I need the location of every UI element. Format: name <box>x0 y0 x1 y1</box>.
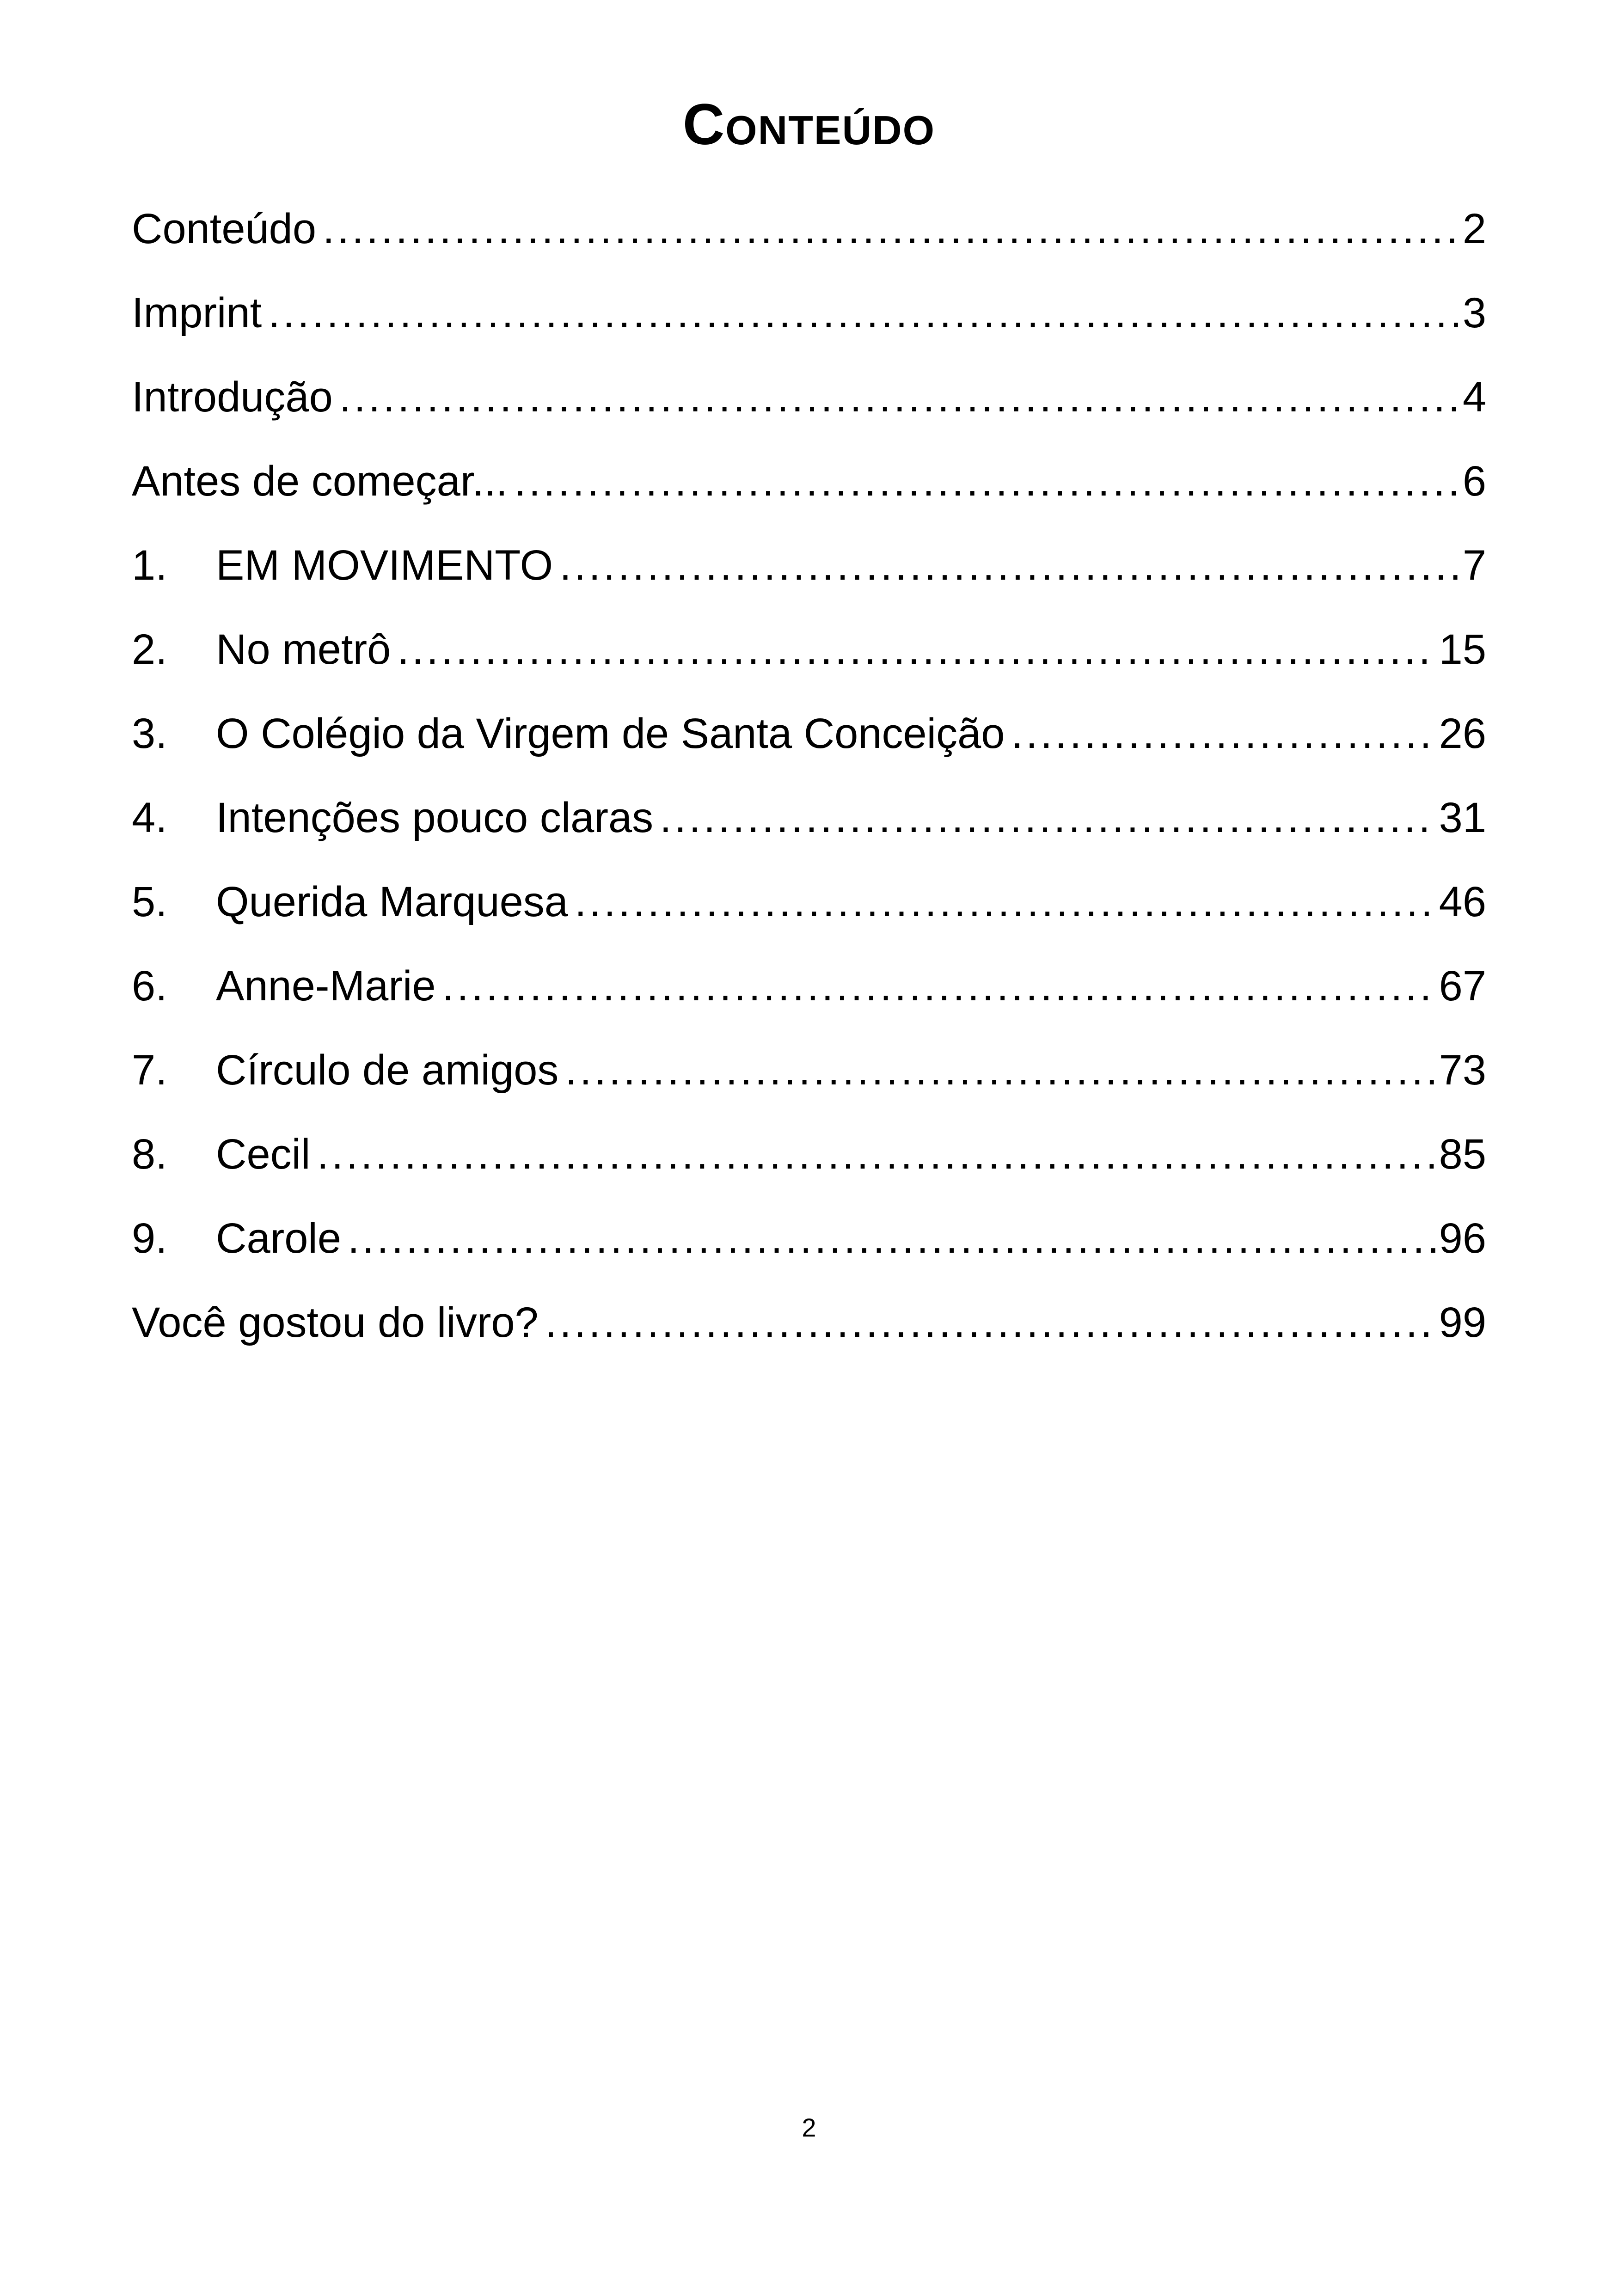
toc-entry-page: 96 <box>1439 1215 1486 1262</box>
toc-entry-number: 8. <box>132 1131 167 1178</box>
toc-entry-title: EM MOVIMENTO <box>216 542 553 589</box>
toc-entry-page: 2 <box>1462 205 1486 252</box>
toc-entry-page: 3 <box>1462 289 1486 337</box>
toc-entry-title: No metrô <box>216 626 391 673</box>
toc-dot-leader <box>545 1292 1437 1353</box>
toc-entry-title: Cecil <box>216 1131 311 1178</box>
toc-entry-number: 4. <box>132 794 167 841</box>
toc-entry-number: 3. <box>132 710 167 757</box>
toc-heading: Conteúdo <box>682 92 936 157</box>
toc-entry <box>132 619 1486 704</box>
toc-entry-number: 5. <box>132 878 167 925</box>
toc-dot-leader <box>397 619 1437 680</box>
toc-entry <box>132 1124 1486 1208</box>
toc-entry-number: 1. <box>132 542 167 589</box>
toc-entry-page: 6 <box>1462 458 1486 505</box>
toc-entry <box>132 199 1486 283</box>
toc-entry-title: Querida Marquesa <box>216 878 568 925</box>
toc-entry-title: Intenções pouco claras <box>216 794 654 841</box>
toc-entry-title: Você gostou do livro? <box>132 1299 539 1346</box>
toc-entry-title: Anne-Marie <box>216 962 436 1010</box>
toc-entry-page: 85 <box>1439 1131 1486 1178</box>
toc-entry-title: Círculo de amigos <box>216 1047 559 1094</box>
toc-entry <box>132 788 1486 872</box>
toc-entry-page: 15 <box>1439 626 1486 673</box>
toc-dot-leader <box>339 367 1461 427</box>
toc-dot-leader <box>268 283 1461 343</box>
toc-entry-title: Carole <box>216 1215 342 1262</box>
toc-entry-number: 6. <box>132 962 167 1010</box>
toc-dot-leader <box>323 199 1461 259</box>
toc-dot-leader <box>559 535 1461 595</box>
toc-entry-page: 7 <box>1462 542 1486 589</box>
page-number: 2 <box>802 2113 816 2142</box>
toc-entry-page: 99 <box>1439 1299 1486 1346</box>
toc-entry-number: 9. <box>132 1215 167 1262</box>
toc-entry-title: Conteúdo <box>132 205 316 252</box>
toc-dot-leader <box>442 956 1437 1016</box>
toc-dot-leader <box>514 451 1461 511</box>
toc-entry-number: 7. <box>132 1047 167 1094</box>
toc-dot-leader <box>1011 704 1437 764</box>
toc-entry-title: Introdução <box>132 373 333 421</box>
table-of-contents <box>132 199 1486 1377</box>
toc-entry <box>132 1040 1486 1124</box>
toc-entry-page: 26 <box>1439 710 1486 757</box>
toc-entry <box>132 1292 1486 1377</box>
toc-entry-page: 31 <box>1439 794 1486 841</box>
toc-entry <box>132 956 1486 1040</box>
toc-entry <box>132 872 1486 956</box>
toc-entry <box>132 367 1486 451</box>
toc-entry <box>132 451 1486 535</box>
toc-dot-leader <box>565 1040 1437 1100</box>
toc-entry-title: Imprint <box>132 289 262 337</box>
toc-dot-leader <box>348 1208 1437 1268</box>
toc-entry-page: 67 <box>1439 962 1486 1010</box>
toc-entry-page: 46 <box>1439 878 1486 925</box>
toc-entry-number: 2. <box>132 626 167 673</box>
toc-entry <box>132 704 1486 788</box>
toc-dot-leader <box>317 1124 1437 1184</box>
toc-entry-page: 4 <box>1462 373 1486 421</box>
toc-entry-title: O Colégio da Virgem de Santa Conceição <box>216 710 1005 757</box>
toc-entry <box>132 1208 1486 1292</box>
toc-entry <box>132 535 1486 619</box>
toc-dot-leader <box>575 872 1437 932</box>
toc-dot-leader <box>660 788 1437 848</box>
toc-entry-title: Antes de começar... <box>132 458 508 505</box>
toc-entry-page: 73 <box>1439 1047 1486 1094</box>
toc-entry <box>132 283 1486 367</box>
